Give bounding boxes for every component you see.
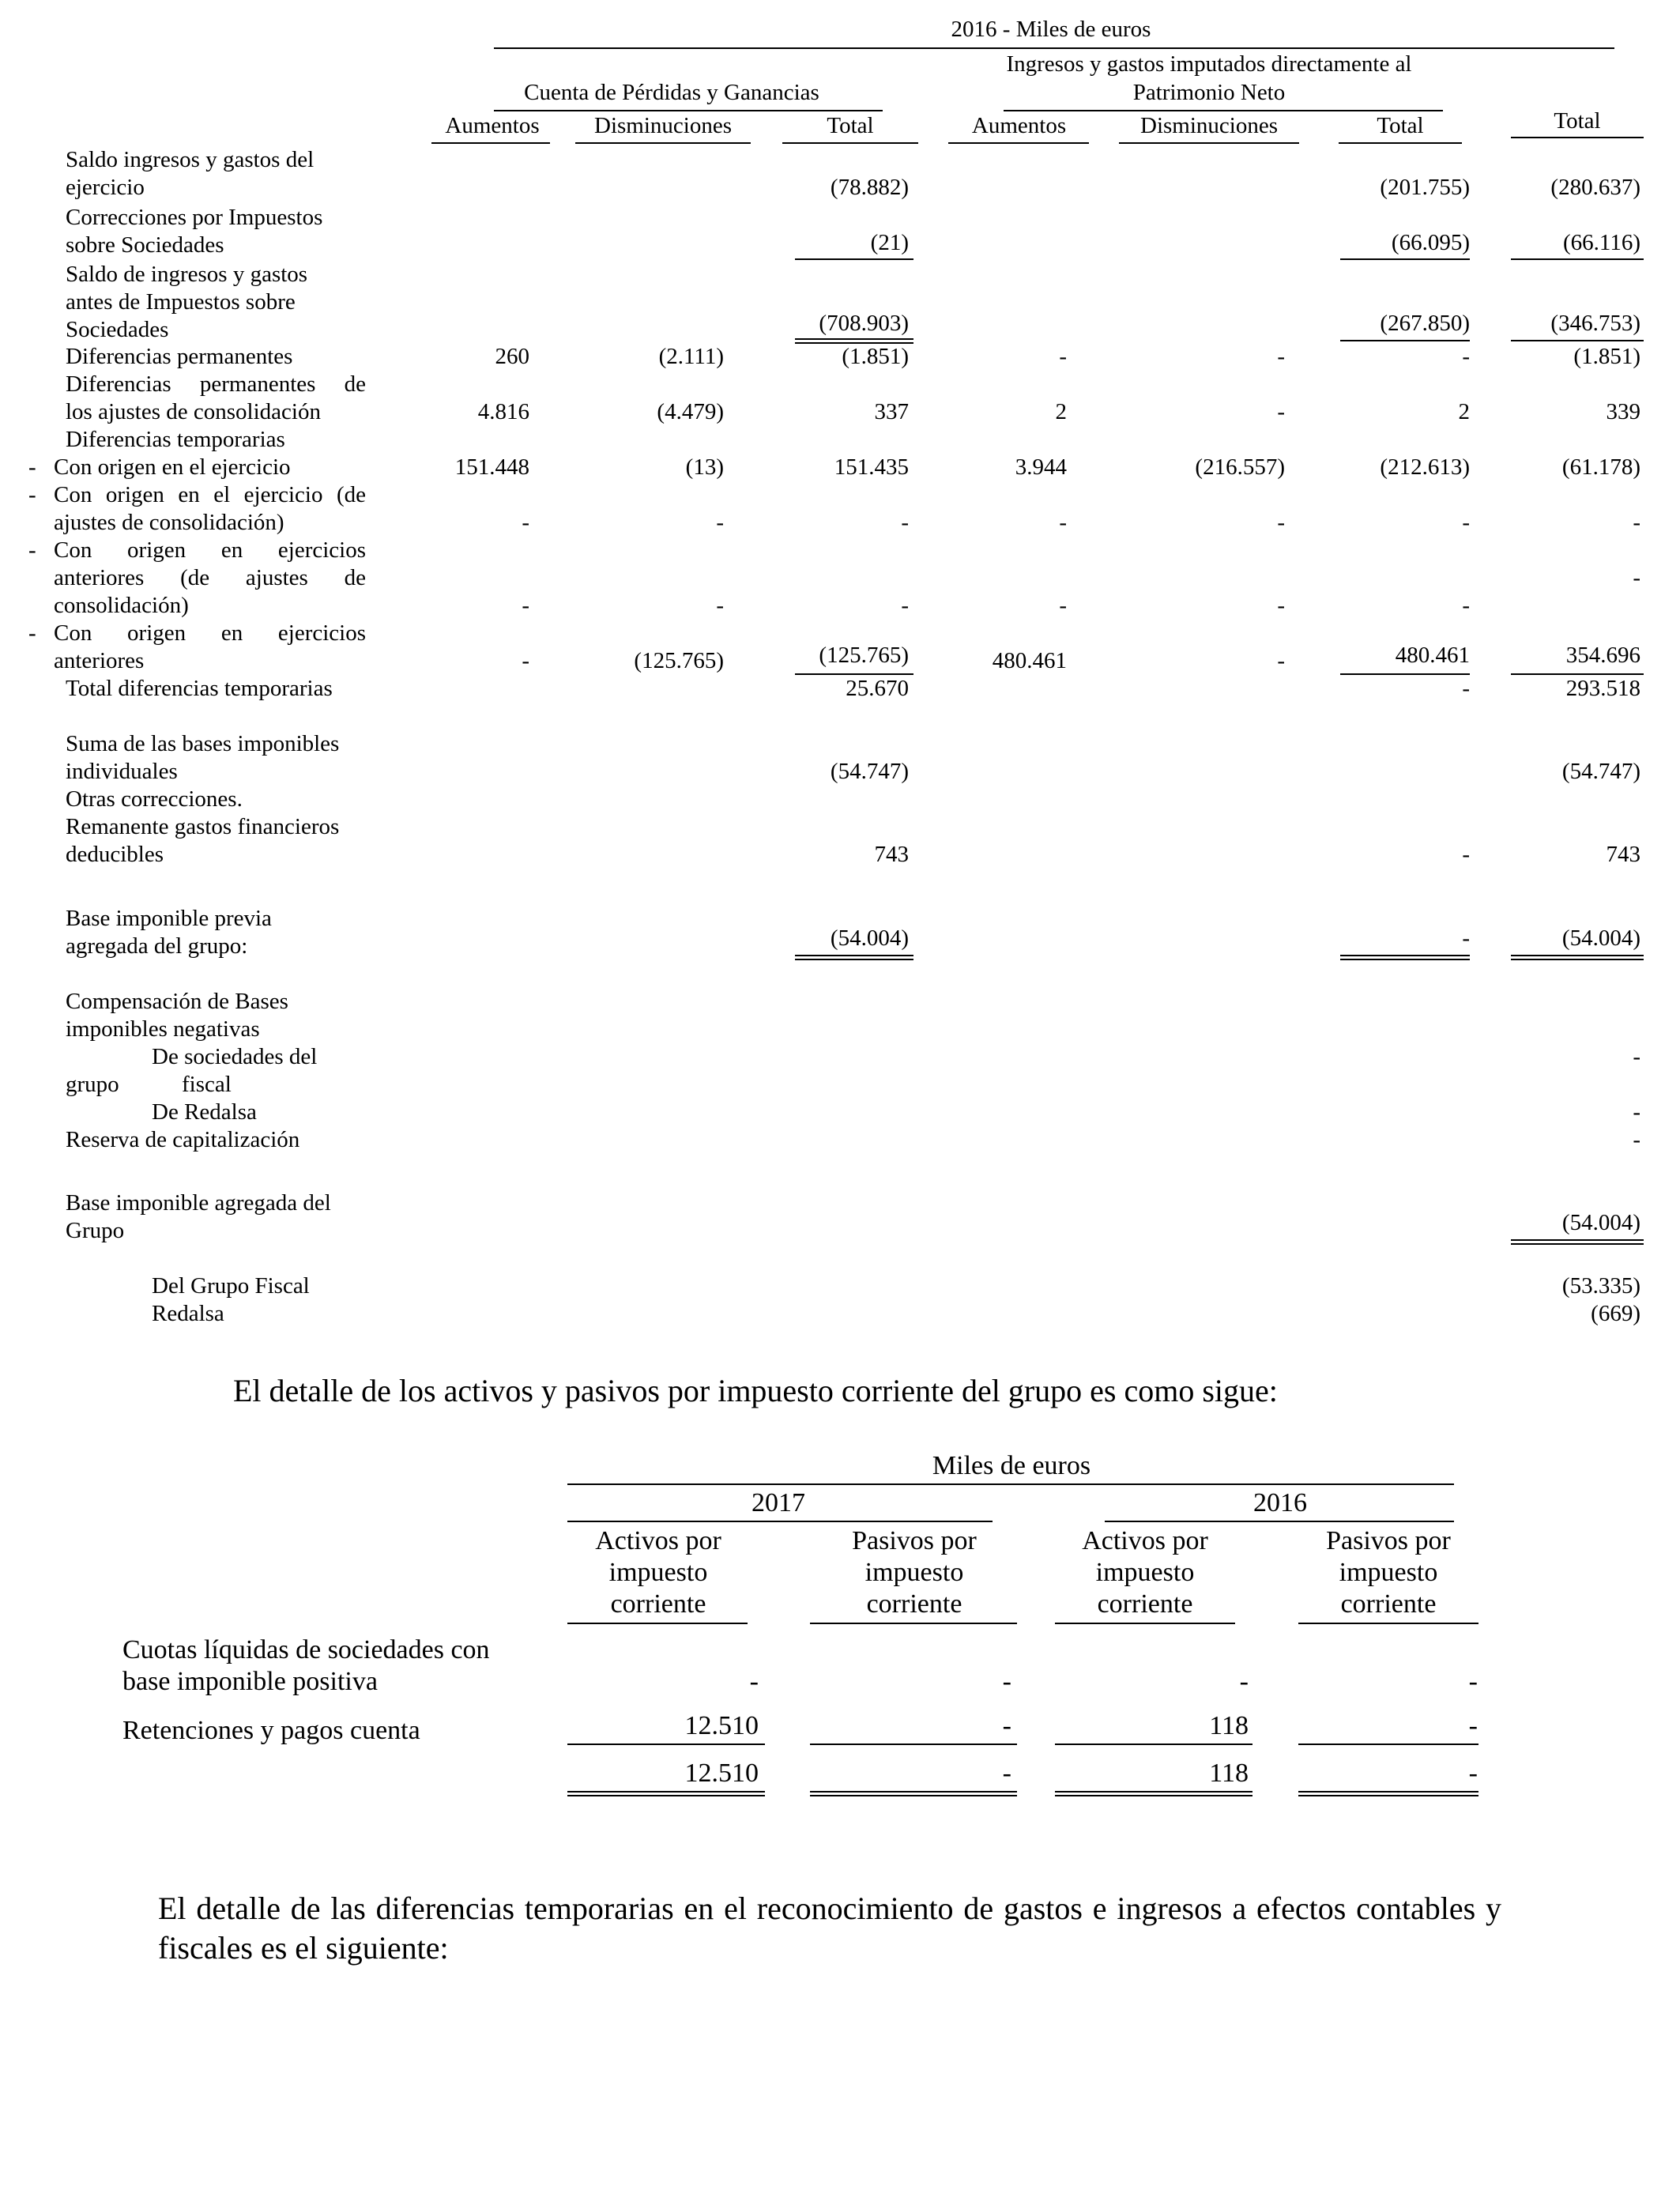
table1-group-pn-rule [1004,110,1443,111]
cell-activos-2017: - [749,1667,759,1696]
row-label: individuales [66,759,178,784]
row-label: Con origen en ejercicios [54,537,366,563]
col-rule [810,1623,1017,1624]
bullet-dash: - [28,620,36,646]
cell-activos-2016: 118 [1209,1711,1249,1740]
cell-pasivos-2016: - [1468,1667,1478,1696]
cell-pyg-aumentos: - [522,593,529,618]
table2-title-rule [567,1483,1454,1485]
col-activos-2016: Activos por [1082,1526,1208,1555]
cell-pyg-disminuciones: (4.479) [657,399,724,424]
rule-aumentos-pn [948,142,1089,144]
row-label: grupo [66,1072,119,1097]
cell-total: (53.335) [1561,1273,1640,1299]
row-label: base imponible positiva [122,1667,378,1696]
cell-pyg-aumentos: - [522,510,529,535]
row-label: Saldo de ingresos y gastos [66,262,308,287]
col-aumentos-pyg: Aumentos [445,113,540,138]
cell-activos-2017: 12.510 [684,1711,759,1740]
col-pasivos-2017: Pasivos por [852,1526,977,1555]
cell-pn-disminuciones: - [1277,344,1285,369]
cell-pasivos-2016: - [1468,1711,1478,1740]
cell-pyg-total: (54.747) [830,759,909,784]
cell-total: 339 [1606,399,1640,424]
subtotal-rule [1055,1744,1252,1745]
row-label: Otras correcciones. [66,786,243,812]
cell-total: (66.116) [1563,230,1640,255]
bullet-dash: - [28,454,36,480]
subtotal-rule [1340,258,1470,260]
cell-pyg-total: 25.670 [846,676,909,701]
subtotal-rule [567,1744,765,1745]
cell-activos-2017-total: 12.510 [684,1759,759,1788]
col-total: Total [1554,108,1601,134]
row-label: Diferencias permanentes [66,344,293,369]
row-label: Total diferencias temporarias [66,676,333,701]
double-rule [1055,1791,1252,1796]
cell-pn-total: - [1462,344,1470,369]
row-label: imponibles negativas [66,1016,260,1042]
subtotal-rule [1298,1744,1478,1745]
cell-pn-total: - [1462,510,1470,535]
cell-pn-aumentos: - [1059,510,1067,535]
cell-activos-2016-total: 118 [1209,1759,1249,1788]
cell-pasivos-2017-total: - [1002,1759,1011,1788]
rule-disminuciones-pyg [575,142,751,144]
subtotal-rule [1340,340,1470,341]
row-label: Correcciones por Impuestos [66,205,323,230]
subtotal-rule [795,258,913,260]
row-label: deducibles [66,842,164,867]
table1-group-pn-line1: Ingresos y gastos imputados directamente al [1006,51,1412,77]
row-label: Del Grupo Fiscal [152,1273,310,1299]
cell-total: (346.753) [1550,311,1640,336]
cell-pyg-disminuciones: - [716,510,724,535]
cell-total: 354.696 [1565,643,1640,668]
cell-pn-aumentos: 3.944 [1015,454,1067,480]
cell-activos-2016: - [1239,1667,1249,1696]
cell-pn-disminuciones: - [1277,399,1285,424]
double-rule [795,955,913,960]
cell-pn-total: - [1462,925,1470,951]
cell-pn-total: - [1462,842,1470,867]
col-activos-2016: corriente [1097,1589,1193,1619]
cell-total: (54.004) [1561,1210,1640,1235]
table1-group-pn-line2: Patrimonio Neto [1132,80,1286,105]
col-pasivos-2017: impuesto [864,1558,964,1587]
cell-pasivos-2017: - [1002,1667,1011,1696]
col-pasivos-2016: impuesto [1339,1558,1438,1587]
cell-pyg-total: (21) [870,230,909,255]
row-label: ajustes de consolidación) [54,510,284,535]
subtotal-rule [810,1744,1017,1745]
table2-year-2016-rule [1105,1521,1454,1522]
cell-total: - [1633,1044,1640,1069]
cell-pn-total: 2 [1458,399,1470,424]
col-activos-2016: impuesto [1095,1558,1195,1587]
cell-total: - [1633,510,1640,535]
cell-total: (61.178) [1561,454,1640,480]
col-rule [1298,1623,1478,1624]
rule-total-pn [1339,142,1462,144]
col-activos-2017: Activos por [595,1526,721,1555]
row-label: sobre Sociedades [66,232,224,258]
double-rule [1340,955,1470,960]
table2-year-2016: 2016 [1253,1488,1307,1517]
double-rule [1298,1791,1478,1796]
row-label: Redalsa [152,1301,224,1326]
row-label: Con origen en el ejercicio [54,454,291,480]
row-label: Saldo ingresos y gastos del [66,147,315,172]
rule-aumentos-pyg [431,142,550,144]
cell-pn-aumentos: 480.461 [992,648,1067,673]
row-label: Con origen en el ejercicio (de [54,482,366,507]
cell-total: - [1633,565,1640,590]
cell-pyg-total: 337 [874,399,909,424]
double-rule [1511,1239,1644,1245]
col-activos-2017: impuesto [608,1558,708,1587]
table2-year-2017-rule [567,1521,993,1522]
col-activos-2017: corriente [610,1589,706,1619]
paragraph-2: El detalle de las diferencias temporarias en el reconocimiento de gastos e ingresos a efectos contables y fiscales es el siguiente: [158,1891,1501,1966]
cell-pyg-aumentos: 260 [495,344,529,369]
row-label: anteriores [54,648,145,673]
double-rule [567,1791,765,1796]
col-pasivos-2016: Pasivos por [1326,1526,1451,1555]
cell-pn-total: (212.613) [1380,454,1470,480]
row-label: Base imponible previa [66,906,272,931]
cell-pn-total: - [1462,593,1470,618]
col-rule [1055,1623,1235,1624]
cell-pyg-total: (125.765) [819,643,909,668]
cell-total: 743 [1606,842,1640,867]
col-total-pyg: Total [827,113,874,138]
cell-pyg-aumentos: 4.816 [477,399,529,424]
cell-pyg-disminuciones: (2.111) [658,344,724,369]
row-label: anteriores (de ajustes de [54,565,366,590]
cell-total: (1.851) [1573,344,1640,369]
cell-pyg-aumentos: 151.448 [454,454,529,480]
subtotal-rule [1511,340,1644,341]
row-label: Suma de las bases imponibles [66,731,340,756]
cell-total: - [1633,1099,1640,1125]
cell-pyg-total: 743 [874,842,909,867]
col-total-pn: Total [1377,113,1424,138]
cell-total: (54.747) [1561,759,1640,784]
cell-pyg-total: (78.882) [830,175,909,200]
row-label: Diferencias temporarias [66,427,285,452]
cell-pn-total: (267.850) [1380,311,1470,336]
subtotal-rule [1511,258,1644,260]
row-label: fiscal [182,1072,232,1097]
table2-year-2017: 2017 [751,1488,805,1517]
cell-pyg-total: 151.435 [834,454,909,480]
row-label: los ajustes de consolidación [66,399,321,424]
row-label: agregada del grupo: [66,933,248,959]
cell-pyg-disminuciones: (13) [685,454,724,480]
double-rule [1511,955,1644,960]
row-label: antes de Impuestos sobre [66,289,296,315]
double-rule [810,1791,1017,1796]
col-disminuciones-pn: Disminuciones [1140,113,1278,138]
row-label: ejercicio [66,175,145,200]
cell-total: (669) [1591,1301,1640,1326]
cell-pn-aumentos: - [1059,344,1067,369]
table1-group-pyg: Cuenta de Pérdidas y Ganancias [524,80,819,105]
rule-total [1511,137,1644,138]
row-label: De Redalsa [152,1099,257,1125]
cell-pyg-total: (54.004) [830,925,909,951]
cell-pyg-total: (1.851) [842,344,909,369]
cell-total: (54.004) [1561,925,1640,951]
cell-pasivos-2017: - [1002,1711,1011,1740]
row-label: Cuotas líquidas de sociedades con [122,1635,490,1664]
table1-title: 2016 - Miles de euros [951,17,1151,42]
cell-pn-disminuciones: - [1277,510,1285,535]
cell-total: - [1633,1127,1640,1152]
cell-pasivos-2016-total: - [1468,1759,1478,1788]
cell-pyg-total: - [901,593,909,618]
col-aumentos-pn: Aumentos [971,113,1067,138]
rule-disminuciones-pn [1119,142,1299,144]
row-label: Grupo [66,1218,125,1243]
cell-total: 293.518 [1565,676,1640,701]
cell-pn-disminuciones: - [1277,593,1285,618]
cell-pyg-total: - [901,510,909,535]
cell-pyg-disminuciones: (125.765) [634,648,724,673]
cell-pn-total: - [1462,676,1470,701]
cell-pn-total: (66.095) [1391,230,1470,255]
cell-pn-disminuciones: - [1277,648,1285,673]
bullet-dash: - [28,482,36,507]
row-label: Compensación de Bases [66,989,288,1014]
row-label: Diferencias permanentes de [66,371,366,397]
col-pasivos-2016: corriente [1340,1589,1437,1619]
row-label: De sociedades del [152,1044,318,1069]
row-label: Sociedades [66,317,169,342]
rule-total-pyg [782,142,918,144]
bullet-dash: - [28,537,36,563]
col-pasivos-2017: corriente [866,1589,962,1619]
row-label: consolidación) [54,593,189,618]
cell-pn-disminuciones: (216.557) [1195,454,1285,480]
table1-group-pyg-rule [494,110,883,111]
row-label: Base imponible agregada del [66,1190,331,1216]
cell-pn-total: (201.755) [1380,175,1470,200]
cell-pyg-disminuciones: - [716,593,724,618]
cell-pn-aumentos: 2 [1055,399,1067,424]
table2-title: Miles de euros [932,1451,1091,1480]
cell-pn-aumentos: - [1059,593,1067,618]
row-label: Con origen en ejercicios [54,620,366,646]
cell-pyg-total: (708.903) [819,311,909,336]
row-label: Remanente gastos financieros [66,814,340,839]
col-rule [567,1623,748,1624]
table1-title-rule [494,47,1614,49]
cell-pyg-aumentos: - [522,648,529,673]
cell-total: (280.637) [1550,175,1640,200]
col-disminuciones-pyg: Disminuciones [594,113,732,138]
cell-pn-total: 480.461 [1395,643,1470,668]
row-label: Reserva de capitalización [66,1127,300,1152]
row-label: Retenciones y pagos cuenta [122,1716,420,1745]
paragraph-1: El detalle de los activos y pasivos por impuesto corriente del grupo es como sigue: [233,1373,1278,1408]
